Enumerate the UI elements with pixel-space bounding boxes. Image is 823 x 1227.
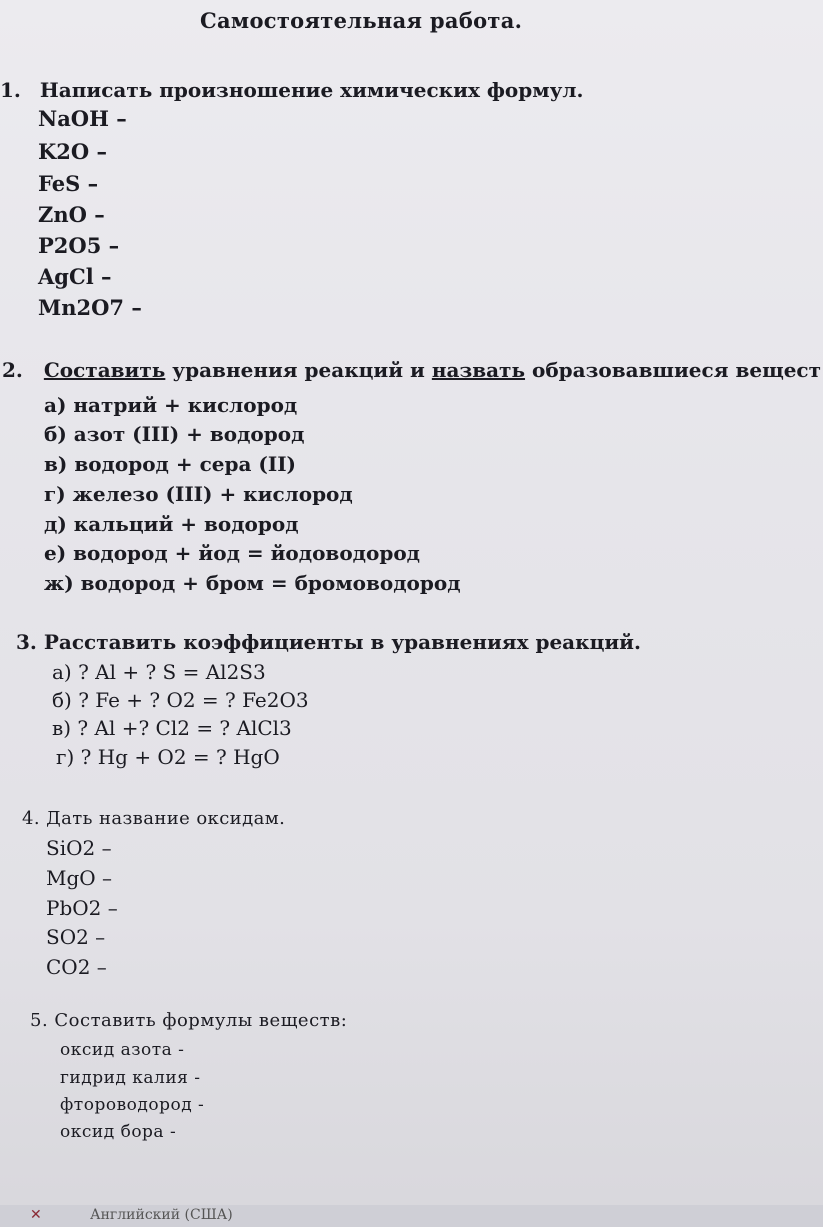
reaction-item: ж) водород + бром = бромоводород — [44, 571, 461, 595]
equation-item: в) ? Al +? Cl2 = ? AlCl3 — [52, 716, 292, 740]
language-indicator[interactable]: Английский (США) — [90, 1207, 233, 1223]
section-2-number: 2. — [2, 358, 23, 382]
oxide-item: CO2 – — [46, 955, 107, 979]
equation-item: б) ? Fe + ? O2 = ? Fe2O3 — [52, 688, 309, 712]
section-2-verb-compose: Составить — [43, 358, 166, 382]
formula-item: AgCl – — [38, 264, 112, 289]
equation-item: а) ? Al + ? S = Al2S3 — [52, 660, 266, 684]
substance-item: гидрид калия - — [60, 1068, 201, 1088]
page-title: Самостоятельная работа. — [200, 8, 523, 33]
reaction-item: г) железо (III) + кислород — [44, 482, 353, 506]
oxide-item: SiO2 – — [46, 836, 112, 860]
taskbar — [0, 1205, 823, 1227]
formula-item: Mn2O7 – — [38, 295, 142, 320]
section-2-verb-name: назвать — [431, 358, 526, 382]
formula-item: ZnO – — [38, 202, 105, 227]
reaction-item: в) водород + сера (II) — [44, 452, 297, 476]
oxide-item: MgO – — [46, 866, 113, 890]
substance-item: оксид бора - — [60, 1122, 177, 1142]
equation-item: г) ? Hg + O2 = ? HgO — [56, 745, 280, 769]
formula-item: FeS – — [38, 171, 99, 196]
section-1-title: Написать произношение химических формул. — [39, 78, 584, 102]
formula-item: P2O5 – — [38, 233, 120, 258]
reaction-item: б) азот (III) + водород — [44, 422, 305, 446]
section-5-heading: 5. Составить формулы веществ: — [30, 1010, 348, 1031]
section-3-heading: 3. Расставить коэффициенты в уравнениях реакций. — [16, 630, 641, 654]
oxide-item: PbO2 – — [46, 896, 118, 920]
section-1-number: 1. — [0, 78, 21, 102]
reaction-item: е) водород + йод = йодоводород — [44, 541, 420, 565]
section-2-heading — [2, 358, 821, 382]
section-4-heading: 4. Дать название оксидам. — [22, 808, 286, 829]
formula-item: K2O – — [38, 139, 107, 164]
close-icon[interactable]: ✕ — [30, 1207, 42, 1223]
reaction-item: д) кальций + водород — [44, 512, 299, 536]
substance-item: оксид азота - — [60, 1040, 185, 1060]
section-1-heading — [0, 78, 583, 102]
section-2-title-end: образовавшиеся вещест — [525, 358, 821, 382]
substance-item: фтороводород - — [60, 1095, 205, 1115]
oxide-item: SO2 – — [46, 925, 106, 949]
reaction-item: а) натрий + кислород — [44, 393, 298, 417]
section-2-title-mid: уравнения реакций и — [165, 358, 432, 382]
formula-item: NaOH – — [38, 106, 127, 131]
